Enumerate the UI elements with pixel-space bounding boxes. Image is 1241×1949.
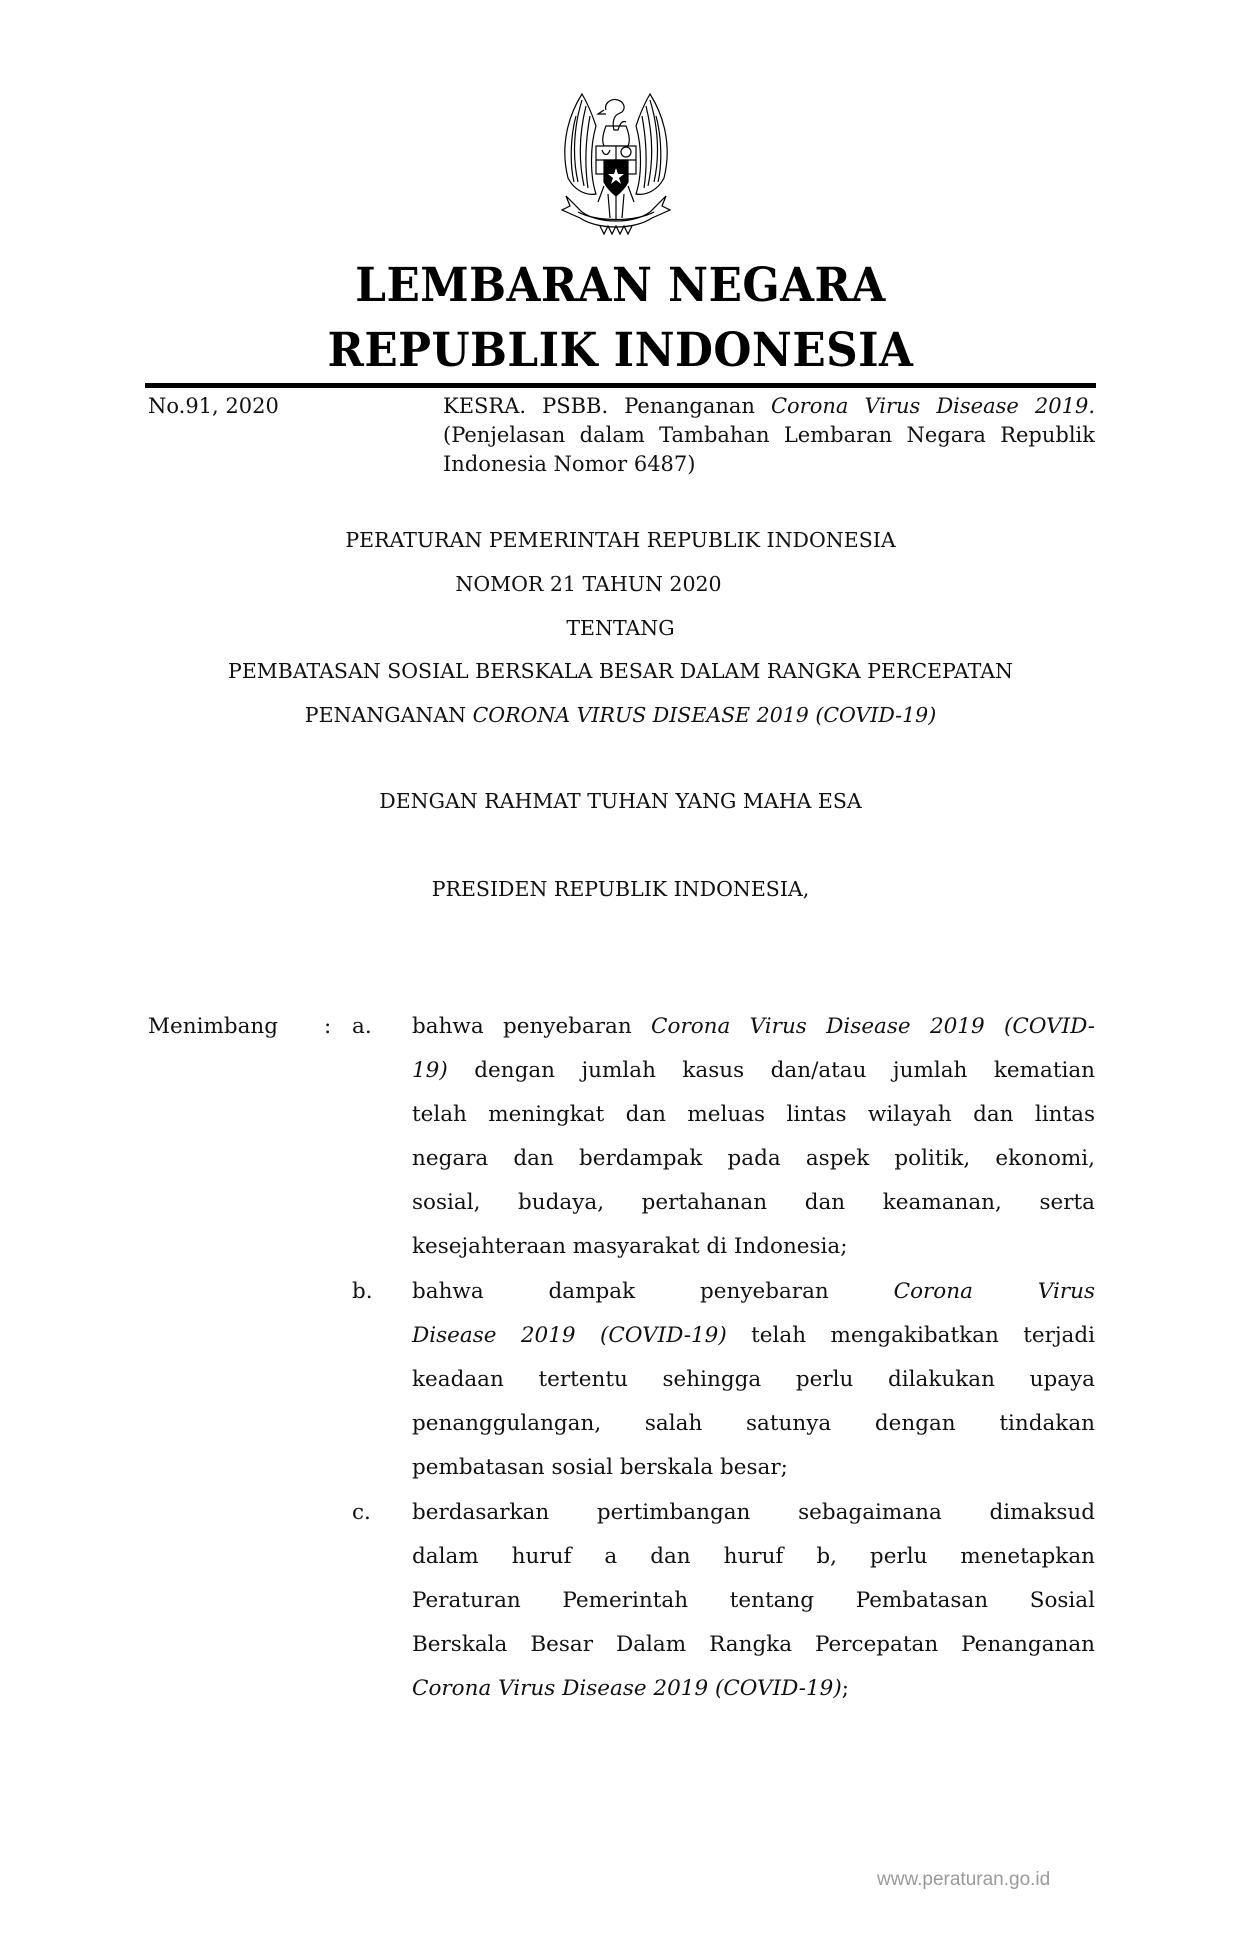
masthead-divider: [145, 383, 1096, 388]
item-text-line: pembatasan sosial berskala besar;: [412, 1455, 788, 1480]
considering-colon: :: [324, 1014, 332, 1039]
title-line-2-prefix: PENANGANAN: [304, 703, 473, 727]
invocation-heading: DENGAN RAHMAT TUHAN YANG MAHA ESA: [379, 789, 862, 813]
item-text-line: kesejahteraan masyarakat di Indonesia;: [412, 1234, 848, 1259]
item-text-line: sosial, budaya, pertahanan dan keamanan, serta: [412, 1190, 1095, 1215]
item-text-line: Corona Virus Disease 2019 (COVID-19);: [412, 1676, 849, 1701]
considering-item-letter: a.: [352, 1014, 372, 1039]
gazette-description: [443, 392, 1095, 479]
considering-item-b: [412, 1270, 1095, 1490]
item-text-line: negara dan berdampak pada aspek politik, ekonomi,: [412, 1146, 1095, 1171]
regulation-number-heading: NOMOR 21 TAHUN 2020: [455, 572, 722, 596]
item-text-line: Berskala Besar Dalam Rangka Percepatan Penanganan: [412, 1632, 1095, 1657]
item-text-line: 19) dengan jumlah kasus dan/atau jumlah kematian: [412, 1058, 1095, 1083]
item-text-line: keadaan tertentu sehingga perlu dilakukan upaya: [412, 1367, 1095, 1392]
item-text-line: dalam huruf a dan huruf b, perlu menetapkan: [412, 1544, 1095, 1569]
considering-item-letter: b.: [352, 1279, 373, 1304]
item-text-line: penanggulangan, salah satunya dengan tindakan: [412, 1411, 1095, 1436]
gazette-description-suffix: (Penjelasan dalam Tambahan Lembaran Negara Republik Indonesia Nomor 6487): [443, 423, 1095, 476]
masthead-line-2: REPUBLIK INDONESIA: [327, 323, 914, 378]
garuda-emblem-icon: [538, 86, 694, 242]
item-text-line: Disease 2019 (COVID-19) telah mengakibatkan terjadi: [412, 1323, 1095, 1348]
regulation-type-heading: PERATURAN PEMERINTAH REPUBLIK INDONESIA: [345, 528, 896, 552]
issuer-heading: PRESIDEN REPUBLIK INDONESIA,: [431, 877, 810, 901]
masthead-line-1: LEMBARAN NEGARA: [355, 258, 886, 313]
gazette-description-italic: Corona Virus Disease 2019.: [770, 394, 1095, 418]
about-heading: TENTANG: [566, 616, 675, 640]
considering-item-c: [412, 1491, 1095, 1711]
footer-website-url: www.peraturan.go.id: [877, 1869, 1051, 1890]
considering-item-a: [412, 1005, 1095, 1269]
item-text-line: Peraturan Pemerintah tentang Pembatasan Sosial: [412, 1588, 1095, 1613]
item-text-line: bahwa penyebaran Corona Virus Disease 2019 (COVID-: [412, 1014, 1095, 1039]
item-text-line: telah meningkat dan meluas lintas wilayah dan lintas: [412, 1102, 1095, 1127]
item-text-line: bahwa dampak penyebaran Corona Virus: [412, 1279, 1095, 1304]
considering-label: Menimbang: [148, 1014, 279, 1039]
gazette-number: No.91, 2020: [148, 394, 279, 418]
regulation-title-line-1: PEMBATASAN SOSIAL BERSKALA BESAR DALAM RANGKA PERCEPATAN: [228, 659, 1013, 683]
item-text-line: berdasarkan pertimbangan sebagaimana dimaksud: [412, 1500, 1095, 1525]
regulation-title-line-2: [0, 701, 1241, 729]
gazette-description-prefix: KESRA. PSBB. Penanganan: [443, 394, 771, 418]
title-line-2-italic: CORONA VIRUS DISEASE 2019 (COVID-19): [472, 703, 937, 727]
considering-item-letter: c.: [352, 1500, 371, 1525]
